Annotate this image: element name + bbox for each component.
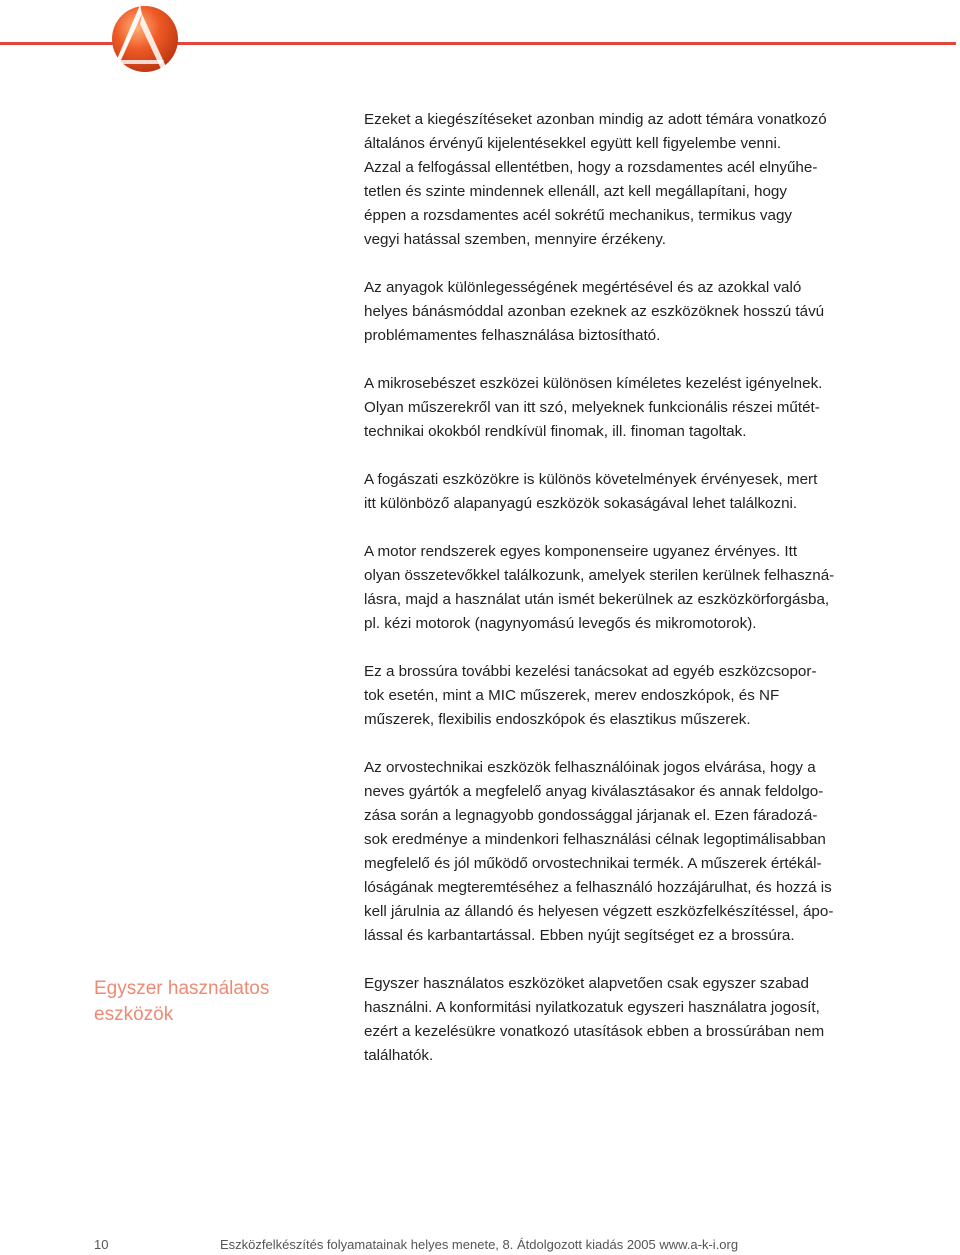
paragraph-line: lóságának megteremtéséhez a felhasználó hozzájárulhat, és hozzá is [364, 879, 832, 896]
paragraph-line: műszerek, flexibilis endoszkópok és elasztikus műszerek. [364, 711, 751, 728]
paragraph-line: megfelelő és jól működő orvostechnikai termék. A műszerek értékál- [364, 855, 822, 872]
paragraph-line: Egyszer használatos eszközöket alapvetően csak egyszer szabad [364, 975, 809, 992]
triangle-sphere-logo-icon [106, 2, 180, 76]
paragraph-line: Azzal a felfogással ellentétben, hogy a rozsdamentes acél elnyűhe- [364, 159, 818, 176]
paragraph-line: itt különböző alapanyagú eszközök sokaságával lehet találkozni. [364, 495, 798, 512]
paragraph-line: problémamentes felhasználása biztosítható. [364, 327, 661, 344]
section-heading-line: eszközök [94, 1004, 174, 1025]
paragraph-line: Ezeket a kiegészítéseket azonban mindig az adott témára vonatkozó [364, 111, 827, 128]
paragraph-line: Ez a brossúra további kezelési tanácsokat ad egyéb eszközcsopor- [364, 663, 817, 680]
paragraph-line: használni. A konformitási nyilatkozatuk egyszeri használatra jogosít, [364, 999, 820, 1016]
paragraph-line: sok eredménye a mindenkori felhasználási célnak legoptimálisabban [364, 831, 826, 848]
paragraph-line: lással és karbantartással. Ebben nyújt segítséget ez a brossúra. [364, 927, 795, 944]
body-paragraph [364, 660, 868, 732]
section-heading-line: Egyszer használatos [94, 978, 270, 999]
main-text-column [364, 108, 868, 1092]
footer-citation: Eszközfelkészítés folyamatainak helyes menete, 8. Átdolgozott kiadás 2005 www.a-k-i.org [220, 1237, 739, 1252]
body-paragraph [364, 372, 868, 444]
paragraph-line: pl. kézi motorok (nagynyomású levegős és mikromotorok). [364, 615, 757, 632]
section-heading-single-use [94, 976, 334, 1028]
paragraph-line: lásra, majd a használat után ismét bekerülnek az eszközkörforgásba, [364, 591, 830, 608]
paragraph-line: Az anyagok különlegességének megértésével és az azokkal való [364, 279, 802, 296]
body-paragraph [364, 756, 868, 948]
body-paragraph [364, 540, 868, 636]
paragraph-line: A fogászati eszközökre is különös követelmények érvényesek, mert [364, 471, 818, 488]
paragraph-line: neves gyártók a megfelelő anyag kiválasztásakor és annak feldolgo- [364, 783, 824, 800]
body-paragraph [364, 468, 868, 516]
paragraph-line: A motor rendszerek egyes komponenseire ugyanez érvényes. Itt [364, 543, 798, 560]
paragraph-line: éppen a rozsdamentes acél sokrétű mechanikus, termikus vagy [364, 207, 792, 224]
paragraph-line: Az orvostechnikai eszközök felhasználóinak jogos elvárása, hogy a [364, 759, 816, 776]
paragraph-line: ezért a kezelésükre vonatkozó utasítások ebben a brossúrában nem [364, 1023, 825, 1040]
body-paragraph [364, 108, 868, 252]
paragraph-line: találhatók. [364, 1047, 434, 1064]
page-number: 10 [94, 1237, 109, 1252]
paragraph-line: általános érvényű kijelentésekkel együtt kell figyelembe venni. [364, 135, 782, 152]
paragraph-line: technikai okokból rendkívül finomak, ill. finoman tagoltak. [364, 423, 747, 440]
paragraph-line: vegyi hatással szemben, mennyire érzékeny. [364, 231, 666, 248]
body-paragraph [364, 972, 868, 1068]
body-paragraph [364, 276, 868, 348]
paragraph-line: tetlen és szinte mindennek ellenáll, azt kell megállapítani, hogy [364, 183, 787, 200]
paragraph-line: A mikrosebészet eszközei különösen kíméletes kezelést igényelnek. [364, 375, 823, 392]
paragraph-line: helyes bánásmóddal azonban ezeknek az eszközöknek hosszú távú [364, 303, 825, 320]
paragraph-line: tok esetén, mint a MIC műszerek, merev endoszkópok, és NF [364, 687, 780, 704]
paragraph-line: zása során a legnagyobb gondossággal járjanak el. Ezen fáradozá- [364, 807, 818, 824]
paragraph-line: Olyan műszerekről van itt szó, melyeknek funkcionális részei műtét- [364, 399, 820, 416]
paragraph-line: kell járulnia az állandó és helyesen végzett eszközfelkészítéssel, ápo- [364, 903, 834, 920]
paragraph-line: olyan összetevőkkel találkozunk, amelyek sterilen kerülnek felhaszná- [364, 567, 835, 584]
